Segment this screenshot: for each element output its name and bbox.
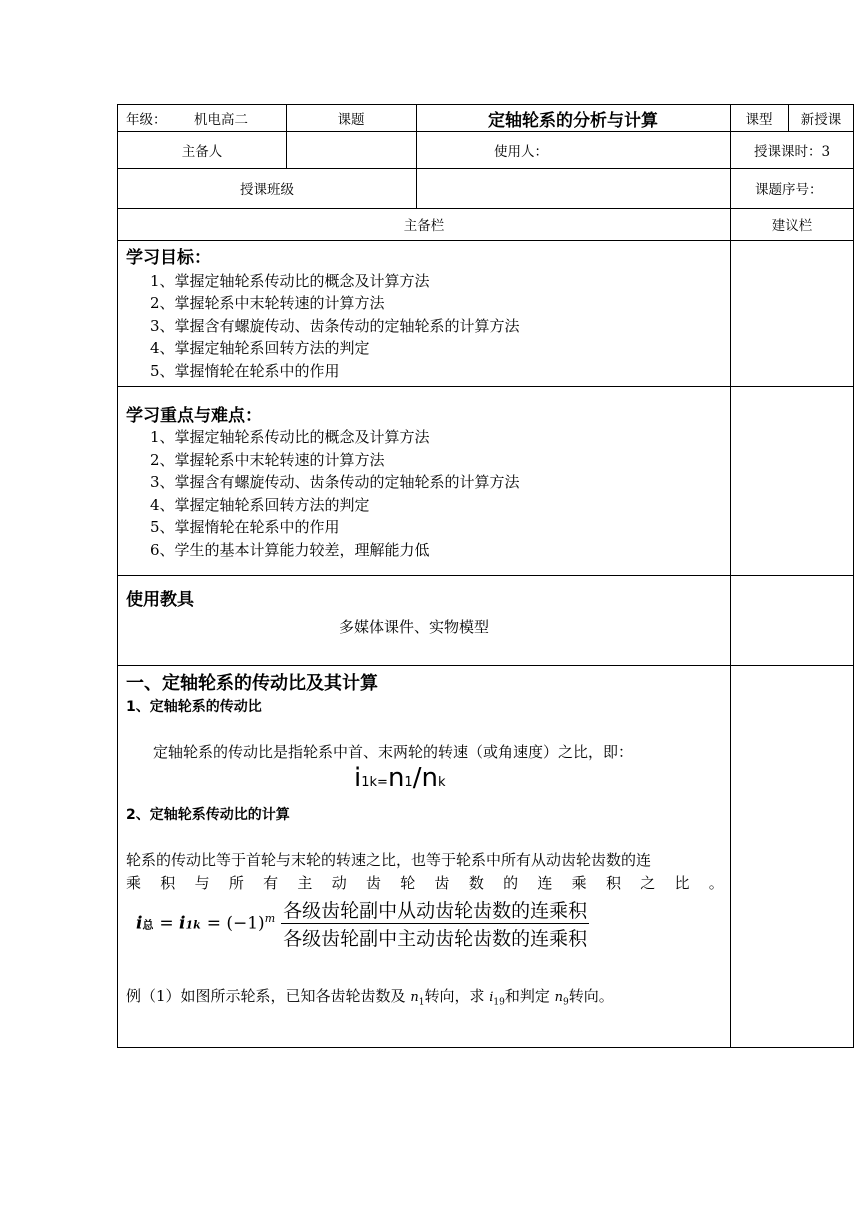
formula-n1: n — [387, 763, 405, 793]
sign-exponent: m — [264, 912, 276, 926]
paragraph-char: 连 — [537, 874, 553, 892]
example-n1: $n_1$ — [410, 990, 425, 1008]
main-column-label: 主备栏 — [403, 218, 445, 234]
formula-i: i — [354, 763, 362, 793]
grade-label: 年级： — [126, 112, 167, 128]
ratio-formula — [354, 763, 445, 793]
example-mid2: 和判定 — [504, 987, 555, 1005]
paragraph-char: 所 — [228, 874, 244, 892]
formula-nk-sub: k — [437, 775, 446, 790]
lhs-sub: 总 — [142, 918, 154, 932]
topic-label: 课题 — [337, 112, 365, 128]
sign-term: = (−1) — [206, 913, 265, 934]
tools-content: 多媒体课件、实物模型 — [339, 618, 490, 636]
objective-item: 2、掌握轮系中末轮转速的计算方法 — [150, 294, 385, 312]
gear-ratio-formula — [136, 896, 589, 950]
paragraph-char: 积 — [605, 874, 621, 892]
row-divider — [118, 665, 853, 666]
lesson-plan-table — [117, 104, 854, 1048]
lesson-title: 定轴轮系的分析与计算 — [488, 110, 658, 131]
objective-item: 4、掌握定轴轮系回转方法的判定 — [150, 339, 370, 357]
fraction-denominator: 各级齿轮副中主动齿轮齿数的连乘积 — [283, 927, 588, 950]
keypoints-title: 学习重点与难点： — [126, 406, 262, 426]
example-n9: $n_9$ — [554, 990, 569, 1008]
row-divider — [118, 386, 853, 387]
formula-i-sub: 1k= — [361, 775, 388, 790]
ratio-fraction — [281, 896, 589, 951]
paragraph-char: 比 — [674, 874, 690, 892]
keypoint-item: 4、掌握定轴轮系回转方法的判定 — [150, 496, 370, 514]
seq-label: 课题序号： — [755, 182, 823, 198]
eq-i: i — [179, 913, 186, 934]
formula-lhs: i总 = $i1k = (-1)^m$ — [136, 912, 276, 934]
keypoint-item: 2、掌握轮系中末轮转速的计算方法 — [150, 451, 385, 469]
objective-item: 5、掌握惰轮在轮系中的作用 — [150, 362, 340, 380]
keypoint-item: 5、掌握惰轮在轮系中的作用 — [150, 518, 340, 536]
class-label: 授课班级 — [240, 182, 294, 198]
example-prefix: 例（1）如图所示轮系，已知各齿轮齿数及 — [126, 987, 411, 1005]
objectives-title: 学习目标： — [126, 248, 211, 268]
paragraph-char: 齿 — [434, 874, 450, 892]
keypoint-item: 3、掌握含有螺旋传动、齿条传动的定轴轮系的计算方法 — [150, 473, 520, 491]
paragraph-char: 动 — [331, 874, 347, 892]
example-question — [126, 985, 614, 1008]
paragraph-char: 乘 — [571, 874, 587, 892]
preparer-label: 主备人 — [181, 143, 223, 160]
paragraph-line-1: 轮系的传动比等于首轮与末轮的转速之比，也等于轮系中所有从动齿轮齿数的连 — [126, 851, 652, 869]
type-label: 课型 — [745, 112, 773, 128]
paragraph-char: 。 — [708, 874, 724, 892]
section1-subheading-1: 1、定轴轮系的传动比 — [126, 699, 262, 715]
fraction-numerator: 各级齿轮副中从动齿轮齿数的连乘积 — [283, 899, 588, 922]
col-divider — [730, 105, 731, 1048]
suggest-column-label: 建议栏 — [771, 218, 813, 234]
example-mid1: 转向，求 — [424, 987, 490, 1005]
paragraph-char: 的 — [503, 874, 519, 892]
paragraph-char: 与 — [194, 874, 210, 892]
row-divider — [118, 240, 853, 241]
formula-n1-sub: 1 — [404, 775, 413, 790]
paragraph-char: 乘 — [126, 874, 142, 892]
example-i19: $i_{19}$ — [489, 990, 505, 1008]
grade-value: 机电高二 — [194, 112, 248, 128]
keypoint-item: 6、学生的基本计算能力较差，理解能力低 — [150, 541, 430, 559]
type-value: 新授课 — [800, 112, 842, 128]
eq-sub: 1k — [185, 918, 201, 932]
row-divider — [118, 575, 853, 576]
objective-item: 1、掌握定轴轮系传动比的概念及计算方法 — [150, 272, 430, 290]
example-suffix: 转向。 — [568, 987, 614, 1005]
paragraph-char: 数 — [468, 874, 484, 892]
keypoint-item: 1、掌握定轴轮系传动比的概念及计算方法 — [150, 428, 430, 446]
hours-label: 授课课时：3 — [753, 143, 831, 160]
paragraph-char: 轮 — [400, 874, 416, 892]
paragraph-char: 有 — [263, 874, 279, 892]
paragraph-line-2 — [126, 872, 724, 893]
paragraph-char: 之 — [640, 874, 656, 892]
paragraph-char: 齿 — [365, 874, 381, 892]
objective-item: 3、掌握含有螺旋传动、齿条传动的定轴轮系的计算方法 — [150, 317, 520, 335]
paragraph-char: 积 — [160, 874, 176, 892]
section1-title: 一、定轴轮系的传动比及其计算 — [126, 673, 378, 694]
definition-text: 定轴轮系的传动比是指轮系中首、末两轮的转速（或角速度）之比，即： — [153, 743, 634, 761]
formula-slash-n: /n — [412, 763, 438, 793]
paragraph-char: 主 — [297, 874, 313, 892]
section1-subheading-2: 2、定轴轮系传动比的计算 — [126, 807, 290, 823]
tools-title: 使用教具 — [126, 590, 194, 610]
user-label: 使用人： — [494, 143, 548, 160]
lhs-i: i — [136, 913, 143, 934]
